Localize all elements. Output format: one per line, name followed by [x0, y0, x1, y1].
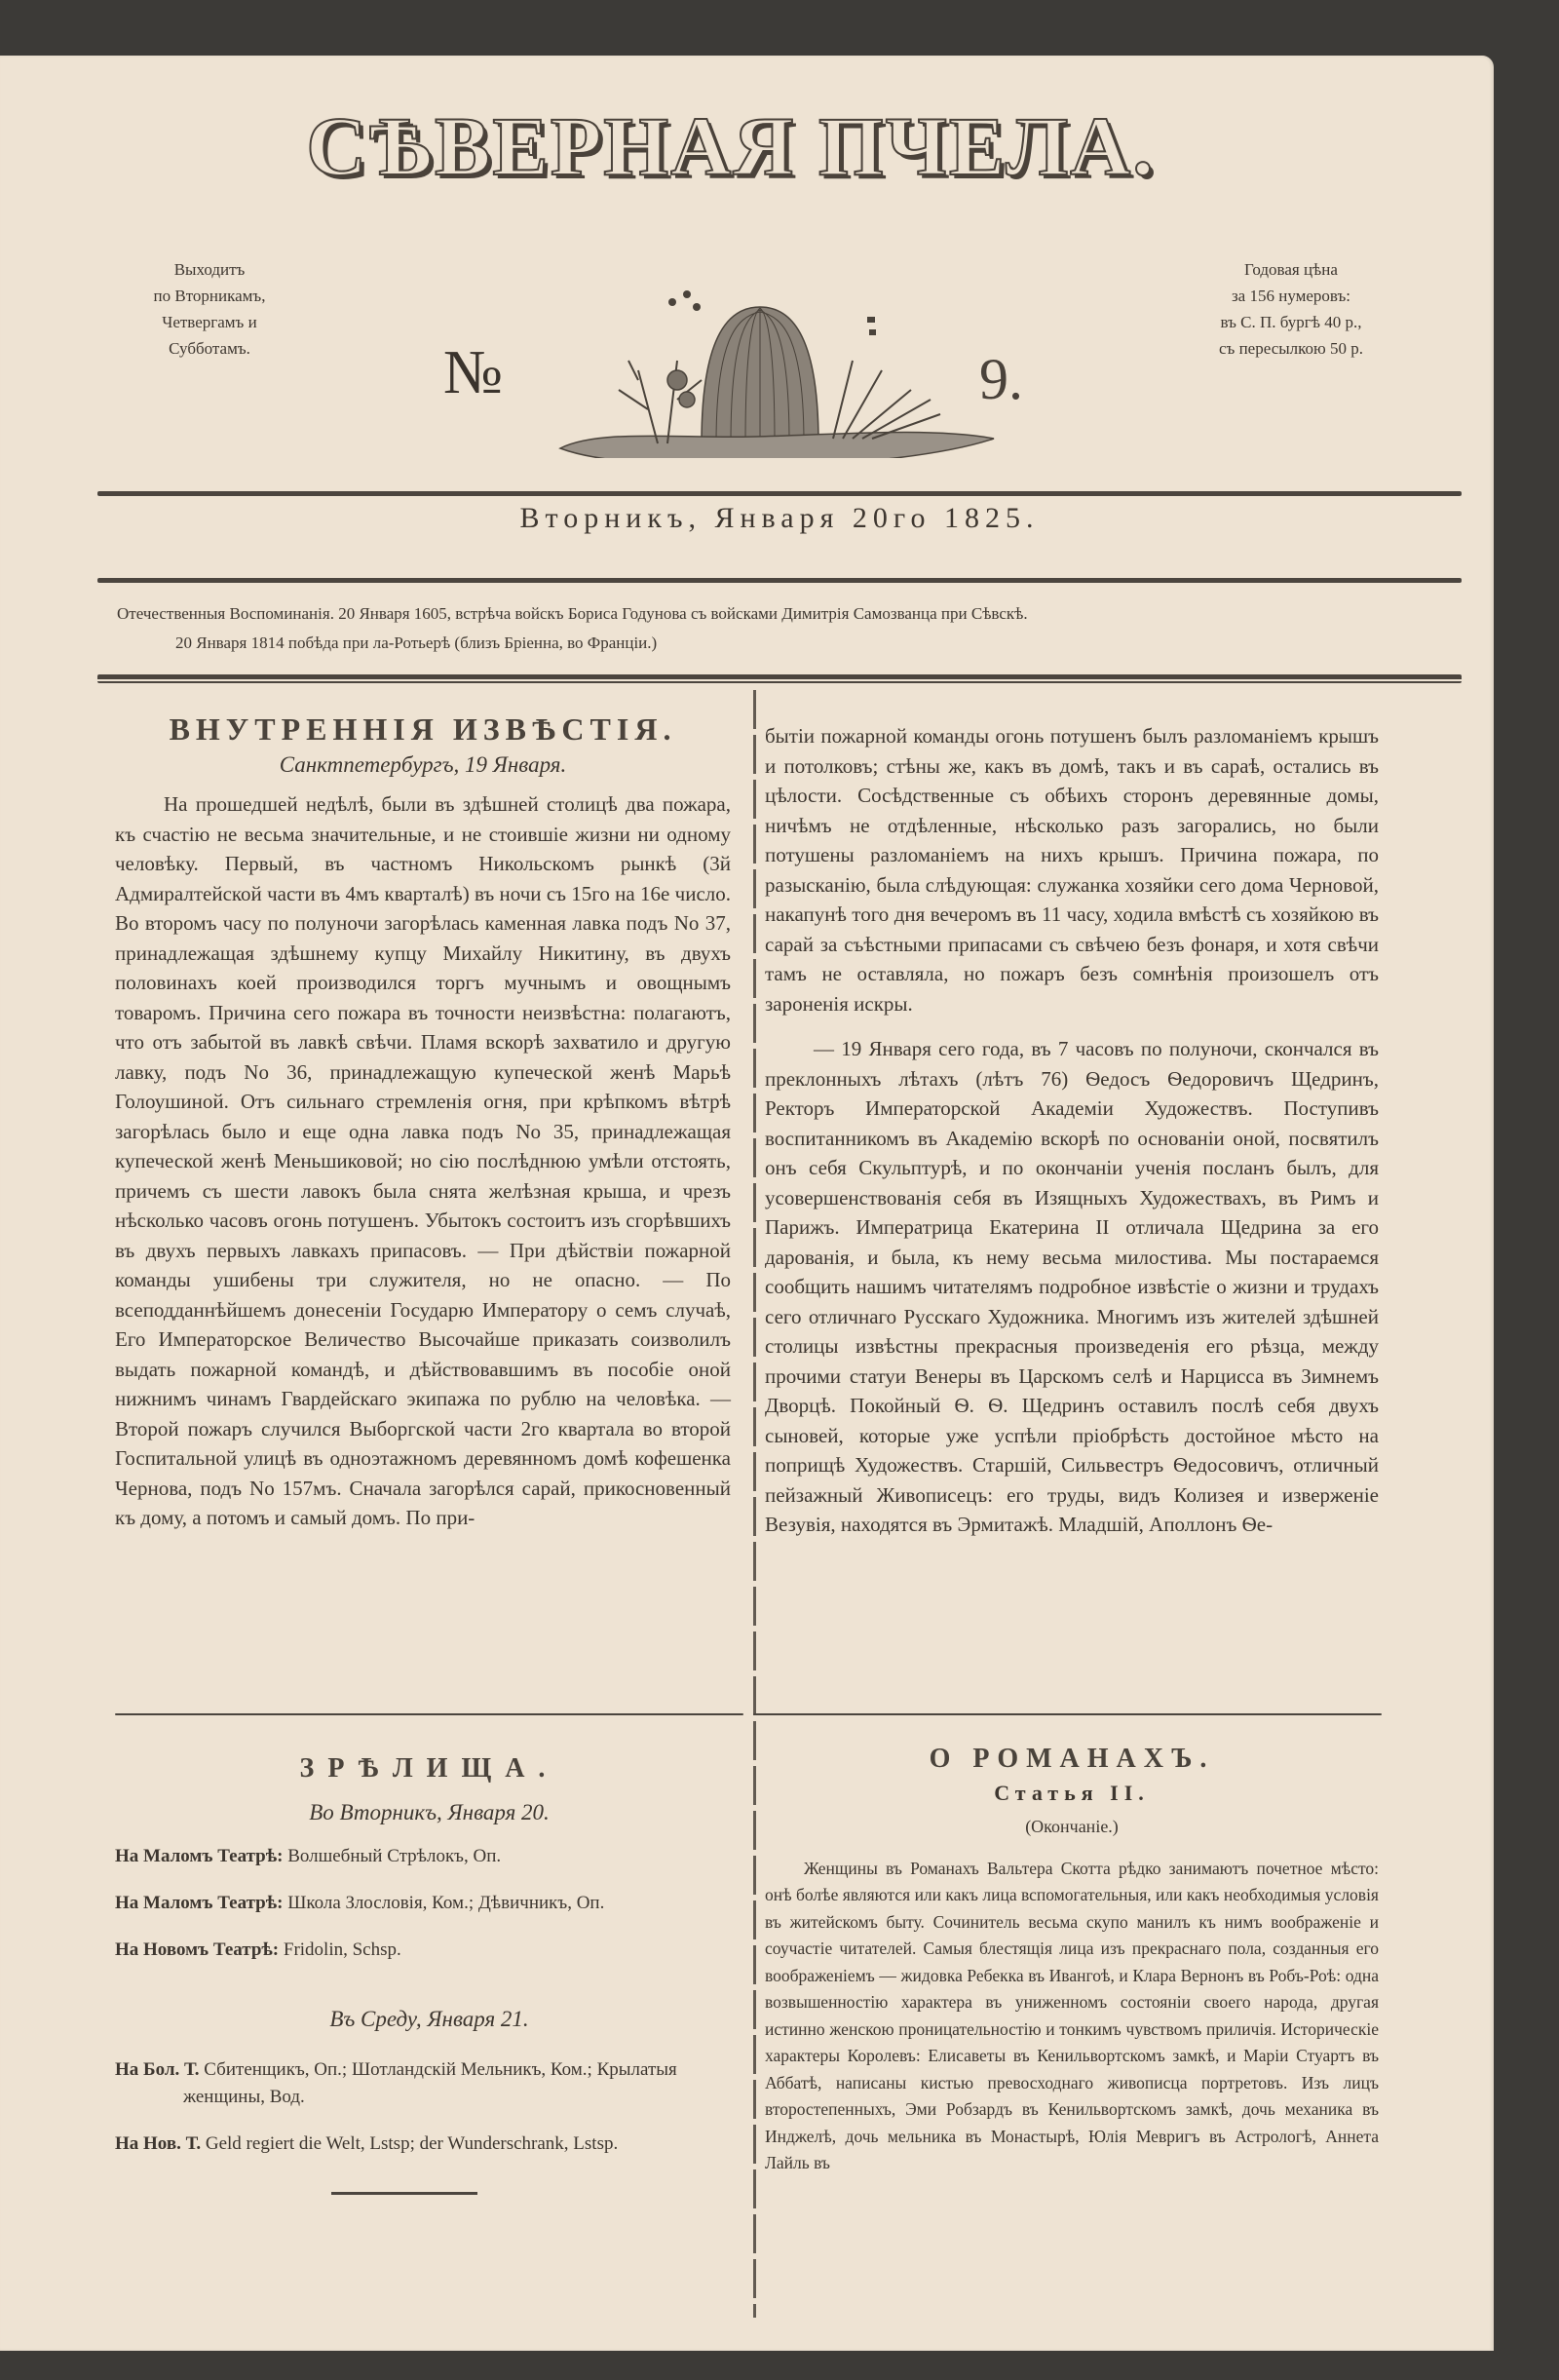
novels-note: (Окончаніе.) — [1025, 1817, 1119, 1836]
column-divider — [753, 690, 756, 2318]
spectacles-section — [115, 1754, 743, 2177]
spectacle-row: На Бол. Т. Сбитенщикъ, Оп.; Шотландскій Мельникъ, Ком.; Крылатыя женщины, Вод. — [115, 2058, 677, 2107]
issue-number-sign: № — [443, 337, 504, 406]
domestic-news-right — [765, 721, 1379, 1540]
masthead-rule — [97, 491, 1462, 496]
end-rule — [331, 2192, 477, 2195]
fire-report-paragraph: На прошедшей недѣлѣ, были въ здѣшней столицѣ два пожара, къ счастію не весьма значительные, и не стоившіе жизни ни одному человѣку. Первый, въ частномъ Никольскомъ рынкѣ (3й Адмиралтейской части въ 4мъ кварталѣ) въ ночи съ 15го на 16е число. Во второмъ часу по полуночи загорѣлась каменная лавка подъ No 37, принадлежащая здѣшнему купцу Михайлу Никитину, въ двухъ половинахъ коей производился торгъ мучнымъ и овощнымъ товаромъ. Причина сего пожара въ точности неизвѣстна: полагаютъ, что отъ забытой въ лавкѣ свѣчи. Пламя вскорѣ захватило и другую лавку, подъ No 36, принадлежащую купеческой женѣ Марьѣ Голоушиной. Отъ сильнаго стремленія огня, при крѣпкомъ вѣтрѣ загорѣлась было и еще одна лавка подъ No 35, принадлежащая купеческой женѣ Меньшиковой; но сію послѣднюю умѣли отстоять, причемъ съ шести лавокъ была снята желѣзная крыша, и чрезъ нѣсколько часовъ огонь потушенъ. Убытокъ состоитъ изъ сгорѣвшихъ въ двухъ первыхъ лавкахъ припасовъ. — При дѣйствіи пожарной команды ушибены три служителя, но не опасно. — По всеподданнѣйшемъ донесеніи Государю Императору о семъ случаѣ, Его Императорское Величество Высочайше приказать соизволилъ выдать пожарной командѣ, и дѣйствовавшимъ въ пособіе оной нижнимъ чинамъ Гвардейскаго экипажа по рублю на человѣка. — Второй пожаръ случился Выборгской части 2го квартала во второй Госпитальной улицѣ въ одноэтажномъ деревянномъ домѣ кофешенка Чернова, подъ No 157мъ. Сначала загорѣлся сарай, прикосновенный къ дому, а потомъ и самый домъ. По при- — [115, 792, 731, 1529]
spectacle-row: На Новомъ Театрѣ: Fridolin, Schsp. — [115, 1939, 401, 1960]
spectacle-row: На Маломъ Театрѣ: Волшебный Стрѣлокъ, Оп. — [115, 1846, 502, 1866]
novels-part: Статья II. — [994, 1780, 1150, 1805]
domestic-news-title: ВНУТРЕННІЯ ИЗВѢСТІЯ. — [169, 711, 677, 747]
beehive-emblem-icon — [541, 273, 1028, 458]
issue-date: Вторникъ, Января 20го 1825. — [519, 502, 1040, 534]
newspaper-title: СѢВЕРНАЯ ПЧЕЛА. — [306, 99, 1156, 193]
spectacle-row: На Маломъ Театрѣ: Школа Злословія, Ком.; Дѣвичникъ, Оп. — [115, 1893, 605, 1913]
section-double-rule — [97, 674, 1462, 683]
fire-report-continuation: бытіи пожарной команды огонь потушенъ былъ разломаніемъ крышъ и потолковъ; стѣны же, какъ въ домѣ, такъ и въ сараѣ, остались въ цѣлости. Сосѣдственные съ обѣихъ сторонъ деревянные домы, ничѣмъ не отдѣленные, нѣсколько разъ загорались, но были потушены разломаніемъ на нихъ крышъ. Причина пожара, по разысканію, была слѣдующая: служанка хозяйки сего дома Черновой, накапунѣ того дня вечеромъ въ 11 часу, ходила вмѣстѣ съ хозяйкою въ сарай за съѣстными припасами съ свѣчею безъ фонаря, и хотя свѣчи тамъ не оставляла, но пожаръ безъ сомнѣнія произошелъ отъ зароненія искры. — [765, 724, 1379, 1016]
subscription-price: Годовая цѣна за 156 нумеровъ: въ С. П. бургѣ 40 р., съ пересылкою 50 р. — [1219, 260, 1363, 358]
right-column-rule — [753, 1713, 1382, 1715]
date-rule — [97, 578, 1462, 583]
novels-paragraph: Женщины въ Романахъ Вальтера Скотта рѣдко занимаютъ почетное мѣсто: онѣ болѣе являются или какъ лица вспомогательныя, или какъ необходимыя условія въ житейскомъ быту. Сочинитель весьма скупо манилъ къ нимъ воображеніе и соучастіе читателей. Самыя блестящія лица изъ прекраснаго пола, созданныя его воображеніемъ — жидовка Ребекка въ Ивангоѣ, и Клара Вернонъ въ Робъ-Роѣ: одна возвышенностію характера въ униженномъ состояніи своего народа, другая истинно женскою проницательностію и тонкимъ чувствомъ приличія. Историческіе характеры Королевъ: Елисаветы въ Кенильвортскомъ замкѣ, и Маріи Стуартъ въ Аббатѣ, написаны кистью превосходнаго живописца портретовъ. Изъ лицъ второстепенныхъ, Эми Робзардъ въ Кенильвортскомъ замкѣ, дочь механика въ Инджелѣ, дочь мельника въ Монастырѣ, Юлія Мевригъ въ Астрологѣ, Аннета Лайль въ — [765, 1858, 1379, 2172]
spectacle-row: На Нов. Т. Geld regiert die Welt, Lstsp; der Wunderschrank, Lstsp. — [115, 2132, 619, 2154]
left-column-rule — [115, 1713, 743, 1715]
spectacles-title: ЗРѢЛИЩА. — [299, 1753, 559, 1784]
domestic-news-dateline: Санктпетербургъ, 19 Января. — [279, 751, 567, 777]
novels-title: О РОМАНАХЪ. — [929, 1744, 1215, 1774]
spectacles-day-2-heading: Въ Среду, Января 21. — [329, 2007, 529, 2031]
obituary-paragraph: — 19 Января сего года, въ 7 часовъ по полуночи, скончался въ преклонныхъ лѣтахъ (лѣтъ 76) Ѳедосъ Ѳедоровичъ Щедринъ, Ректоръ Императорской Академіи Художествъ. Поступивъ воспитанникомъ въ Академію вскорѣ по основаніи оной, посвятилъ онъ себя Скульптурѣ, и по окончаніи ученія посланъ былъ, для усовершенствованія себя въ Изящныхъ Художествахъ, въ Римъ и Парижъ. Императрица Екатерина II отличала Щедрина за его дарованія, и была, къ нему весьма милостива. Мы постараемся сообщить нашимъ читателямъ подробное извѣстіе о жизни и трудахъ сего отличнаго Русскаго Художника. Многимъ изъ жителей здѣшней столицы извѣстны прекрасныя произведенія его рѣзца, между прочими статуи Венеры въ Царскомъ селѣ и Нарцисса въ Зимнемъ Дворцѣ. Покойный Ѳ. Ѳ. Щедринъ оставилъ послѣ себя двухъ сыновей, которые уже успѣли пріобрѣсть достойное мѣсто на поприщѣ Художествъ. Старшій, Сильвестръ Ѳедосовичъ, отличный пейзажный Живописецъ: его труды, видъ Колизея и изверженіе Везувія, находятся въ Эрмитажѣ. Младшій, Аполлонъ Ѳе- — [765, 1037, 1379, 1536]
memorial-line-2: 20 Января 1814 побѣда при ла-Ротьерѣ (близъ Бріенна, во Франціи.) — [175, 633, 658, 652]
issue-number: 9. — [979, 347, 1023, 411]
memorial-line-1: Отечественныя Воспоминанія. 20 Января 1605, встрѣча войскъ Бориса Годунова съ войсками Димитрія Самозванца при Сѣвскѣ. — [117, 604, 1028, 623]
spectacles-day-1-heading: Во Вторникъ, Января 20. — [309, 1799, 550, 1824]
novels-article — [765, 1745, 1379, 2177]
domestic-news-left — [115, 711, 731, 1533]
publication-schedule: Выходитъ по Вторникамъ, Четвергамъ и Субботамъ. — [153, 260, 266, 358]
national-memorials — [117, 599, 1462, 658]
